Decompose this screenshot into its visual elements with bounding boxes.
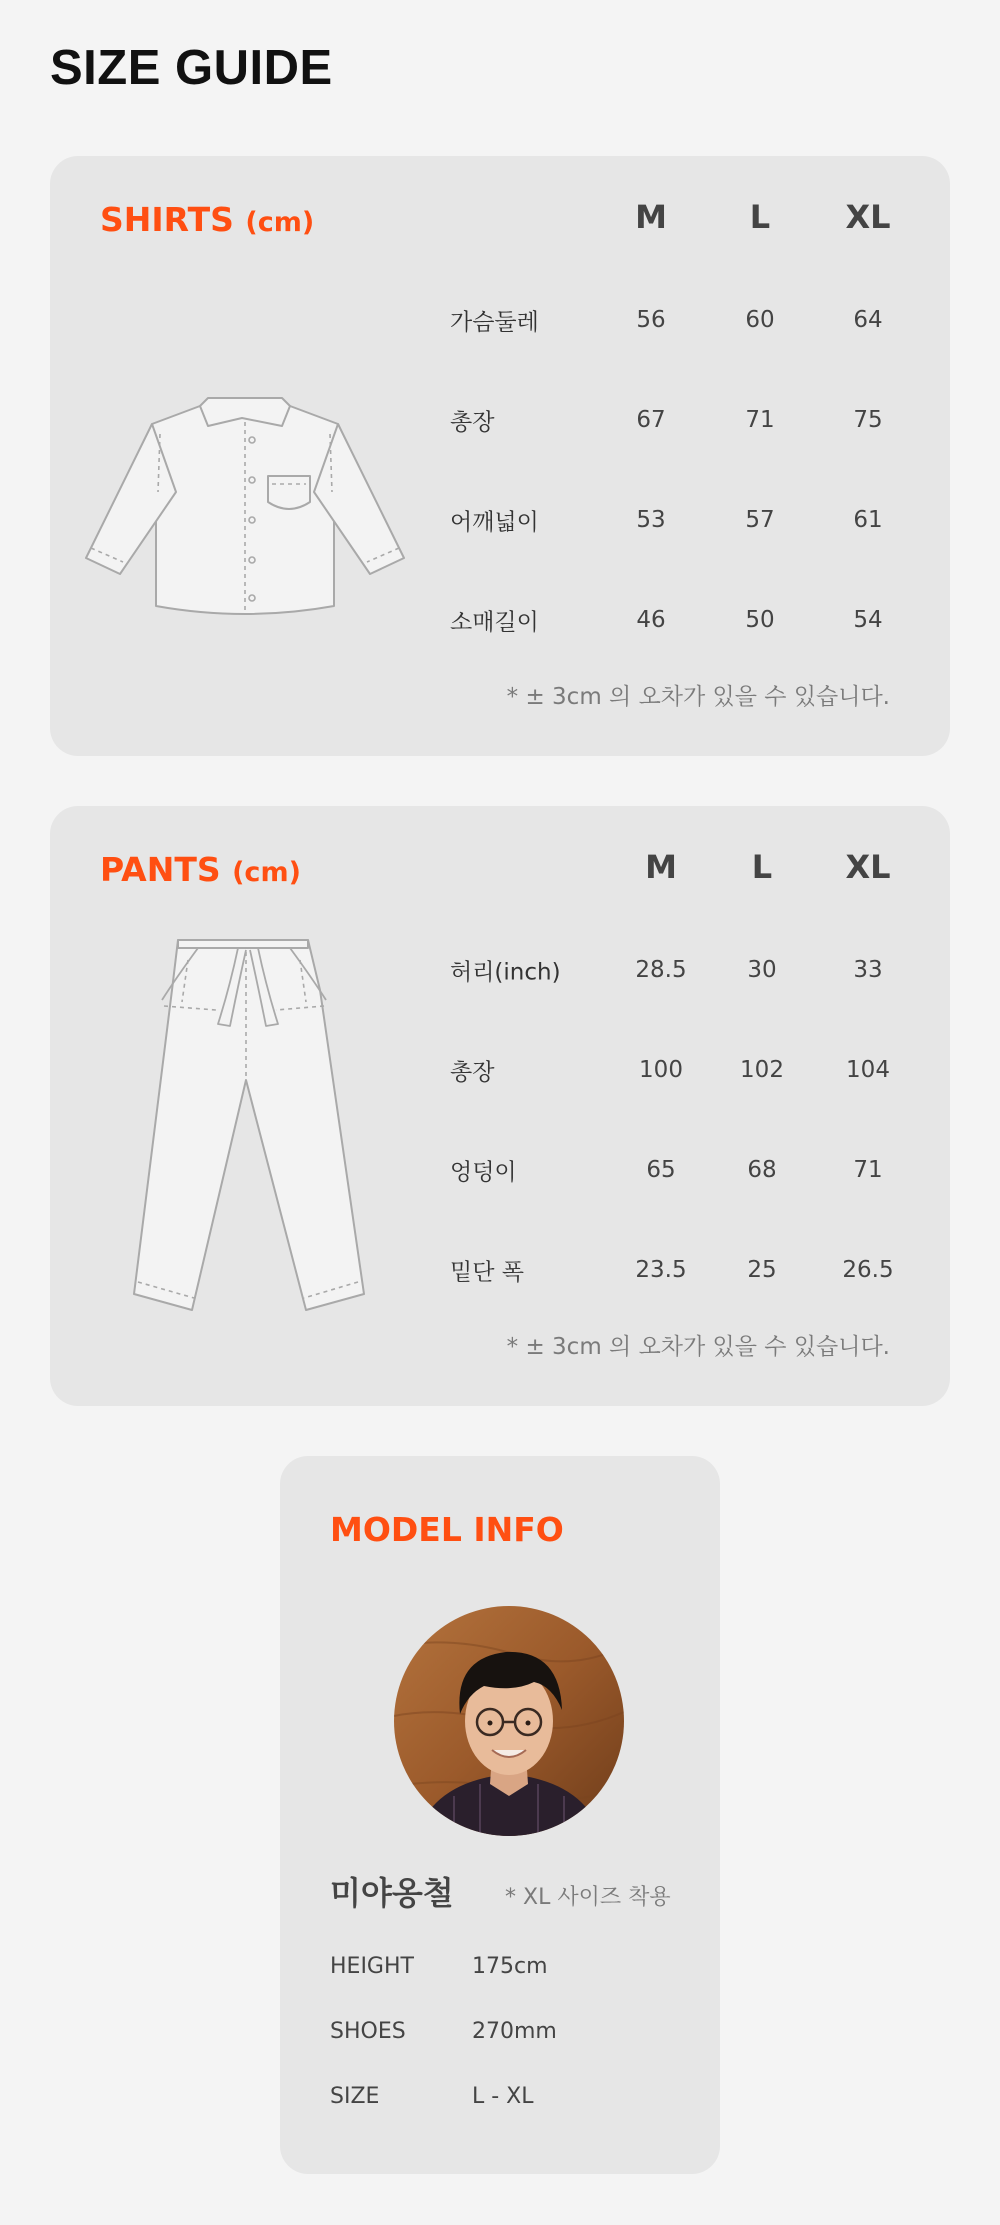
shirts-cell: 53 <box>636 507 666 533</box>
shirts-tolerance-note: * ± 3cm 의 오차가 있을 수 있습니다. <box>506 684 890 710</box>
pants-unit: (cm) <box>232 857 301 888</box>
shirts-cell: 71 <box>745 407 775 433</box>
pants-cell: 100 <box>639 1057 683 1083</box>
model-size-note: * XL 사이즈 착용 <box>505 1885 671 1910</box>
pants-icon <box>90 926 410 1326</box>
shirts-unit: (cm) <box>245 207 315 238</box>
model-info-title: MODEL INFO <box>330 1510 564 1549</box>
page-title: SIZE GUIDE <box>50 41 333 95</box>
shirts-cell: 75 <box>853 407 883 433</box>
pants-row-label: 허리(inch) <box>450 959 561 986</box>
shirts-cell: 67 <box>636 407 666 433</box>
pants-row-label: 총장 <box>450 1059 495 1086</box>
shirts-cell: 50 <box>745 607 775 633</box>
pants-row-label: 엉덩이 <box>450 1159 517 1186</box>
pants-size-l-header: L <box>751 848 773 886</box>
pants-cell: 30 <box>747 957 777 983</box>
pants-cell: 26.5 <box>842 1257 894 1283</box>
pants-tolerance-note: * ± 3cm 의 오차가 있을 수 있습니다. <box>506 1334 890 1360</box>
shirt-icon <box>60 326 430 616</box>
shirts-cell: 61 <box>853 507 883 533</box>
pants-title <box>100 850 301 889</box>
pants-cell: 33 <box>853 957 883 983</box>
pants-row-label: 밑단 폭 <box>450 1259 524 1286</box>
model-photo <box>394 1606 624 1836</box>
pants-cell: 65 <box>646 1157 676 1183</box>
model-avatar <box>394 1606 624 1836</box>
shirts-row-label: 총장 <box>450 409 495 436</box>
shirts-size-l-header: L <box>749 198 771 236</box>
pants-title-text: PANTS <box>100 850 221 889</box>
pants-cell: 71 <box>853 1157 883 1183</box>
shirts-cell: 56 <box>636 307 666 333</box>
shirts-size-m-header: M <box>635 198 667 236</box>
pants-size-xl-header: XL <box>845 848 891 886</box>
model-info-value: 175cm <box>472 1954 548 1979</box>
pants-cell: 68 <box>747 1157 777 1183</box>
shirts-row-label: 어깨넓이 <box>450 509 539 536</box>
model-info-label: HEIGHT <box>330 1954 414 1979</box>
pants-cell: 104 <box>846 1057 890 1083</box>
model-info-value: L - XL <box>472 2084 534 2109</box>
pants-size-card <box>50 806 950 1406</box>
pants-size-m-header: M <box>645 848 677 886</box>
shirts-cell: 54 <box>853 607 883 633</box>
shirts-cell: 64 <box>853 307 883 333</box>
shirts-title-text: SHIRTS <box>100 200 234 239</box>
shirts-size-xl-header: XL <box>845 198 891 236</box>
model-info-value: 270mm <box>472 2019 557 2044</box>
shirts-row-label: 가슴둘레 <box>450 309 539 336</box>
shirts-cell: 57 <box>745 507 775 533</box>
shirts-row-label: 소매길이 <box>450 609 539 636</box>
pants-cell: 102 <box>740 1057 784 1083</box>
pants-cell: 28.5 <box>635 957 687 983</box>
model-info-card <box>280 1456 720 2174</box>
model-name: 미야옹철 <box>330 1874 454 1912</box>
pants-cell: 25 <box>747 1257 777 1283</box>
shirts-title <box>100 200 314 239</box>
model-info-label: SIZE <box>330 2084 380 2109</box>
model-info-label: SHOES <box>330 2019 406 2044</box>
shirts-cell: 46 <box>636 607 666 633</box>
pants-cell: 23.5 <box>635 1257 687 1283</box>
shirts-cell: 60 <box>745 307 775 333</box>
shirts-size-card <box>50 156 950 756</box>
